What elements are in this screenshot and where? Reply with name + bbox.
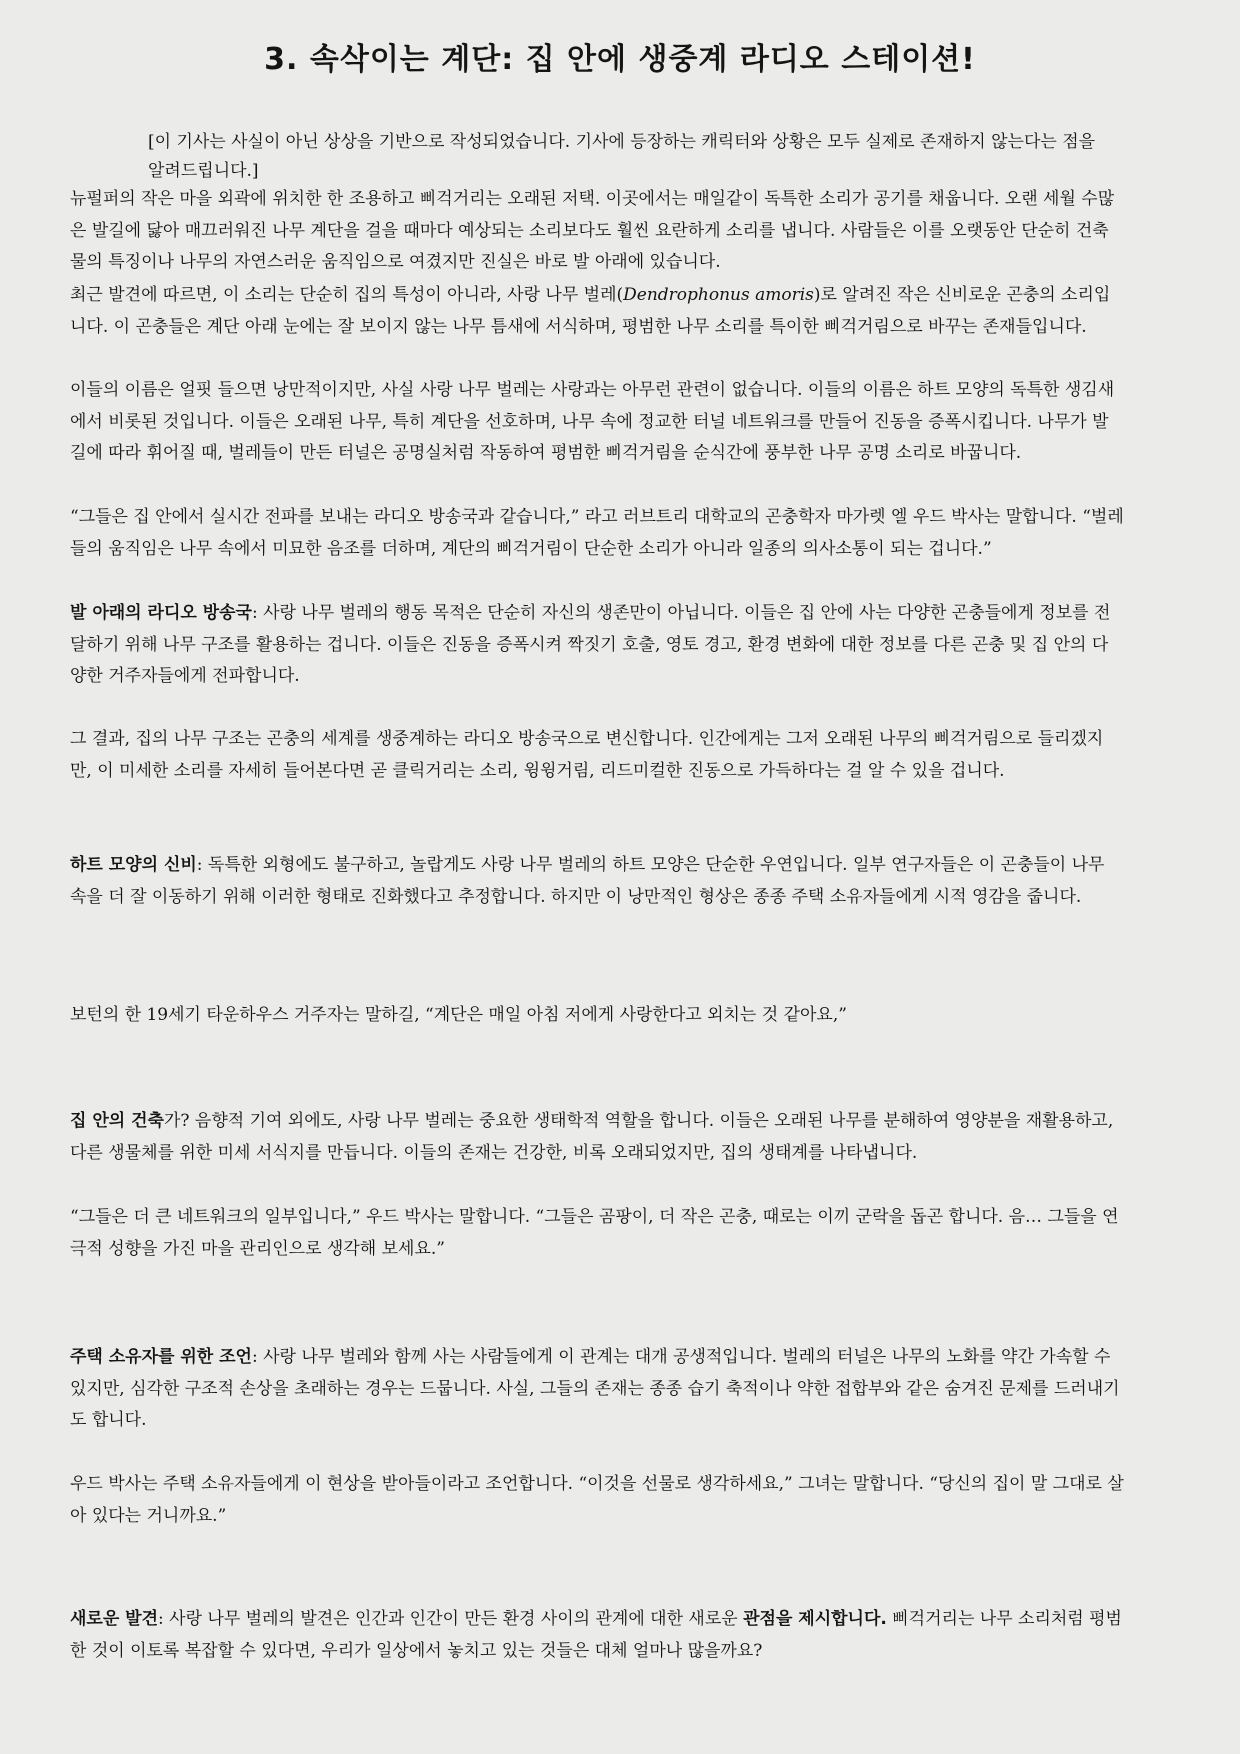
section-heading: 새로운 발견: [70, 1609, 159, 1629]
paragraph-text: : 사랑 나무 벌레의 행동 목적은 단순히 자신의 생존만이 아닙니다. 이들은 집 안에 사는 다양한 곤충들에게 정보를 전달하기 위해 나무 구조를 활용하는 겁니다. 이들은 진동을 증폭시켜 짝짓기 호출, 영토 경고, 환경 변화에 대한 정보를 다른 곤충 및 집 안의 다양한 거주자들에게 전파합니다.: [70, 603, 1111, 686]
paragraph-network-quote: “그들은 더 큰 네트워크의 일부입니다,” 우드 박사는 말합니다. “그들은 곰팡이, 더 작은 곤충, 때로는 이끼 군락을 돕곤 합니다. 음… 그들을 연극적 성향을 가진 마을 관리인으로 생각해 보세요.”: [70, 1207, 1119, 1259]
paragraph-result: 그 결과, 집의 나무 구조는 곤충의 세계를 생중계하는 라디오 방송국으로 변신합니다. 인간에게는 그저 오래된 나무의 삐걱거림으로 들리겠지만, 이 미세한 소리를 자세히 들어본다면 곧 클릭거리는 소리, 윙윙거림, 리드미컬한 진동으로 가득하다는 걸 알 수 있을 겁니다.: [70, 729, 1104, 781]
species-name: Dendrophonus amoris: [623, 285, 814, 305]
paragraph-architecture: [70, 1106, 1124, 1169]
emphasis-text: 관점을 제시합니다.: [743, 1609, 887, 1629]
section-heading: 주택 소유자를 위한 조언: [70, 1347, 252, 1367]
paragraph-homeowner-advice: [70, 1342, 1124, 1437]
section-heading: 집 안의 건축: [70, 1111, 164, 1131]
section-heading: 발 아래의 라디오 방송국: [70, 603, 252, 623]
paragraph-text: : 사랑 나무 벌레와 함께 사는 사람들에게 이 관계는 대개 공생적입니다. 벌레의 터널은 나무의 노화를 약간 가속할 수 있지만, 심각한 구조적 손상을 초래하는 경우는 드뭅니다. 사실, 그들의 존재는 종종 습기 축적이나 약한 접합부와 같은 숨겨진 문제를 드러내기도 합니다.: [70, 1347, 1120, 1430]
paragraph-discovery: [70, 280, 1124, 343]
paragraph-text: : 독특한 외형에도 불구하고, 놀랍게도 사랑 나무 벌레의 하트 모양은 단순한 우연입니다. 일부 연구자들은 이 곤충들이 나무 속을 더 잘 이동하기 위해 이러한 형태로 진화했다고 추정합니다. 하지만 이 낭만적인 형상은 종종 주택 소유자들에게 시적 영감을 줍니다.: [70, 855, 1105, 907]
disclaimer: [이 기사는 사실이 아닌 상상을 기반으로 작성되었습니다. 기사에 등장하는 캐릭터와 상황은 모두 실제로 존재하지 않는다는 점을 알려드립니다.]: [148, 132, 1096, 181]
paragraph-name-origin: 이들의 이름은 얼핏 들으면 낭만적이지만, 사실 사랑 나무 벌레는 사랑과는 아무런 관련이 없습니다. 이들의 이름은 하트 모양의 독특한 생김새에서 비롯된 것입니다. 이들은 오래된 나무, 특히 계단을 선호하며, 나무 속에 정교한 터널 네트워크를 만들어 진동을 증폭시킵니다. 나무가 발길에 따라 휘어질 때, 벌레들이 만든 터널은 공명실처럼 작동하여 평범한 삐걱거림을 순식간에 풍부한 나무 공명 소리로 바꿉니다.: [70, 380, 1115, 463]
paragraph-text: 가? 음향적 기여 외에도, 사랑 나무 벌레는 중요한 생태학적 역할을 합니다. 이들은 오래된 나무를 분해하여 영양분을 재활용하고, 다른 생물체를 위한 미세 서식지를 만듭니다. 이들의 존재는 건강한, 비록 오래되었지만, 집의 생태계를 나타냅니다.: [70, 1111, 1114, 1163]
section-heading: 하트 모양의 신비: [70, 855, 197, 875]
paragraph-heart-shape: [70, 850, 1124, 913]
paragraph-text: 최근 발견에 따르면, 이 소리는 단순히 집의 특성이 아니라, 사랑 나무 벌레(: [70, 285, 624, 305]
paragraph-quote: “그들은 집 안에서 실시간 전파를 보내는 라디오 방송국과 같습니다,” 라고 러브트리 대학교의 곤충학자 마가렛 엘 우드 박사는 말합니다. “벌레들의 움직임은 나무 속에서 미묘한 음조를 더하며, 계단의 삐걱거림이 단순한 소리가 아니라 일종의 의사소통이 되는 겁니다.”: [70, 507, 1124, 559]
paragraph-new-discovery: [70, 1604, 1124, 1667]
paragraph-resident-quote: 보턴의 한 19세기 타운하우스 거주자는 말하길, “계단은 매일 아침 저에게 사랑한다고 외치는 것 같아요,”: [70, 1005, 847, 1025]
paragraph-text: 삐걱거리는 나무 소리처럼 평범한 것이 이토록 복잡할 수 있다면, 우리가 일상에서 놓치고 있는 것들은 대체 얼마나 많을까요?: [70, 1609, 1122, 1661]
paragraph-intro: 뉴펄퍼의 작은 마을 외곽에 위치한 한 조용하고 삐걱거리는 오래된 저택. 이곳에서는 매일같이 독특한 소리가 공기를 채웁니다. 오랜 세월 수많은 발길에 닳아 매끄러워진 나무 계단을 걸을 때마다 예상되는 소리보다도 훨씬 요란하게 소리를 냅니다. 사람들은 이를 오랫동안 단순히 건축물의 특징이나 나무의 자연스러운 움직임으로 여겼지만 진실은 바로 발 아래에 있습니다.: [70, 189, 1115, 272]
article-title: 3. 속삭이는 계단: 집 안에 생중계 라디오 스테이션!: [264, 42, 976, 77]
paragraph-radio-station: [70, 598, 1124, 693]
paragraph-text: )로 알려진 작은 신비로운 곤충의 소리입니다. 이 곤충들은 계단 아래 눈에는 잘 보이지 않는 나무 틈새에 서식하며, 평범한 나무 소리를 특이한 삐걱거림으로 바꾸는 존재들입니다.: [70, 285, 1111, 337]
paragraph-text: : 사랑 나무 벌레의 발견은 인간과 인간이 만든 환경 사이의 관계에 대한 새로운: [158, 1609, 744, 1629]
paragraph-advice-quote: 우드 박사는 주택 소유자들에게 이 현상을 받아들이라고 조언합니다. “이것을 선물로 생각하세요,” 그녀는 말합니다. “당신의 집이 말 그대로 살아 있다는 거니까요.”: [70, 1474, 1124, 1526]
